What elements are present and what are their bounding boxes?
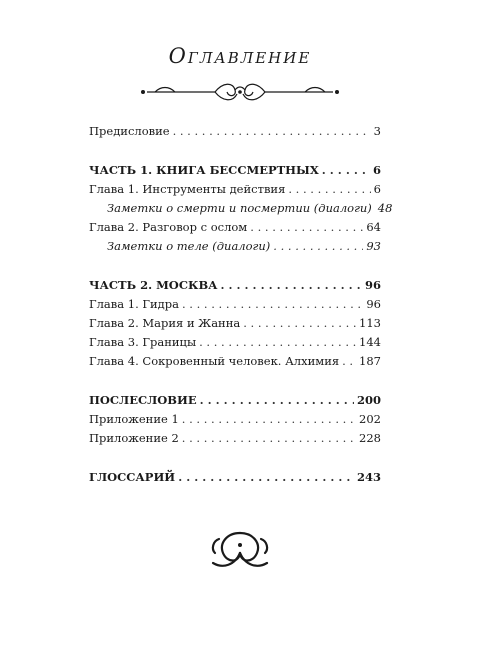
dot-leader bbox=[288, 180, 370, 199]
section-gap bbox=[89, 256, 381, 276]
toc-entry-label: Глава 1. Гидра bbox=[89, 297, 179, 311]
toc-entry bbox=[89, 429, 381, 448]
toc-entry-label: Глава 1. Инструменты действия bbox=[89, 182, 286, 196]
toc-entry bbox=[89, 468, 381, 487]
toc-entry-page-number: 93 bbox=[366, 239, 381, 253]
dot-leader bbox=[221, 276, 362, 295]
toc-entry-label: ЧАСТЬ 2. МОСКВА bbox=[89, 278, 218, 292]
toc-entry-page-number: 6 bbox=[373, 182, 381, 196]
dot-leader bbox=[273, 237, 363, 256]
toc-entry-label: Предисловие bbox=[89, 124, 170, 138]
toc-entry-label: Глава 3. Границы bbox=[89, 335, 197, 349]
dot-leader bbox=[250, 218, 363, 237]
toc-entry-label: Глава 2. Мария и Жанна bbox=[89, 316, 241, 330]
toc-entry-label: Приложение 1 bbox=[89, 412, 179, 426]
dot-leader bbox=[322, 161, 370, 180]
toc-entry-page-number: 202 bbox=[359, 412, 381, 426]
toc-entry-page-number: 6 bbox=[372, 163, 381, 177]
toc-entry-page-number: 243 bbox=[356, 470, 381, 484]
toc-entry bbox=[89, 333, 381, 352]
dot-leader bbox=[182, 295, 363, 314]
toc-entry bbox=[89, 276, 381, 295]
section-gap bbox=[89, 371, 381, 391]
toc-entry bbox=[89, 410, 381, 429]
toc-entry bbox=[89, 199, 393, 218]
toc-entry-page-number: 48 bbox=[377, 201, 393, 215]
toc-entry-page-number: 96 bbox=[364, 278, 381, 292]
page-title: Оглавление bbox=[168, 44, 312, 68]
dot-leader bbox=[178, 468, 354, 487]
toc-entry bbox=[89, 218, 381, 237]
dot-leader bbox=[199, 333, 356, 352]
toc-entry bbox=[89, 122, 381, 141]
toc-entry bbox=[89, 161, 381, 180]
section-gap bbox=[89, 141, 381, 161]
toc-entry-label: Заметки о смерти и посмертии (диалоги) bbox=[107, 201, 372, 215]
toc-entry-page-number: 187 bbox=[359, 354, 381, 368]
dot-leader bbox=[200, 391, 354, 410]
toc-entry-label: ГЛОССАРИЙ bbox=[89, 470, 176, 484]
toc-entry-label: ПОСЛЕСЛОВИЕ bbox=[89, 393, 197, 407]
dot-leader bbox=[182, 410, 356, 429]
toc-entry-page-number: 200 bbox=[356, 393, 381, 407]
toc-entry-label: Приложение 2 bbox=[89, 431, 179, 445]
toc-entry-label: ЧАСТЬ 1. КНИГА БЕССМЕРТНЫХ bbox=[89, 163, 319, 177]
toc-entry bbox=[89, 295, 381, 314]
toc-entry bbox=[89, 352, 381, 371]
toc-entry-page-number: 113 bbox=[359, 316, 381, 330]
knot-ornament-icon bbox=[205, 525, 275, 575]
flourish-ornament-icon bbox=[135, 80, 345, 104]
dot-leader bbox=[182, 429, 356, 448]
dot-leader bbox=[342, 352, 356, 371]
toc-entry-page-number: 228 bbox=[359, 431, 381, 445]
toc-entry-page-number: 96 bbox=[366, 297, 381, 311]
toc-entry-label: Глава 2. Разговор с ослом bbox=[89, 220, 248, 234]
toc-entry bbox=[89, 180, 381, 199]
toc-entry-label: Глава 4. Сокровенный человек. Алхимия bbox=[89, 354, 340, 368]
toc-entry-page-number: 64 bbox=[366, 220, 381, 234]
dot-leader bbox=[173, 122, 371, 141]
toc-entry bbox=[89, 237, 381, 256]
toc-entry-page-number: 3 bbox=[373, 124, 381, 138]
toc-entry-page-number: 144 bbox=[359, 335, 381, 349]
toc-entry bbox=[89, 391, 381, 410]
toc-entry-label: Заметки о теле (диалоги) bbox=[107, 239, 271, 253]
dot-leader bbox=[243, 314, 356, 333]
section-gap bbox=[89, 448, 381, 468]
toc-entry bbox=[89, 314, 381, 333]
table-of-contents bbox=[89, 122, 393, 487]
